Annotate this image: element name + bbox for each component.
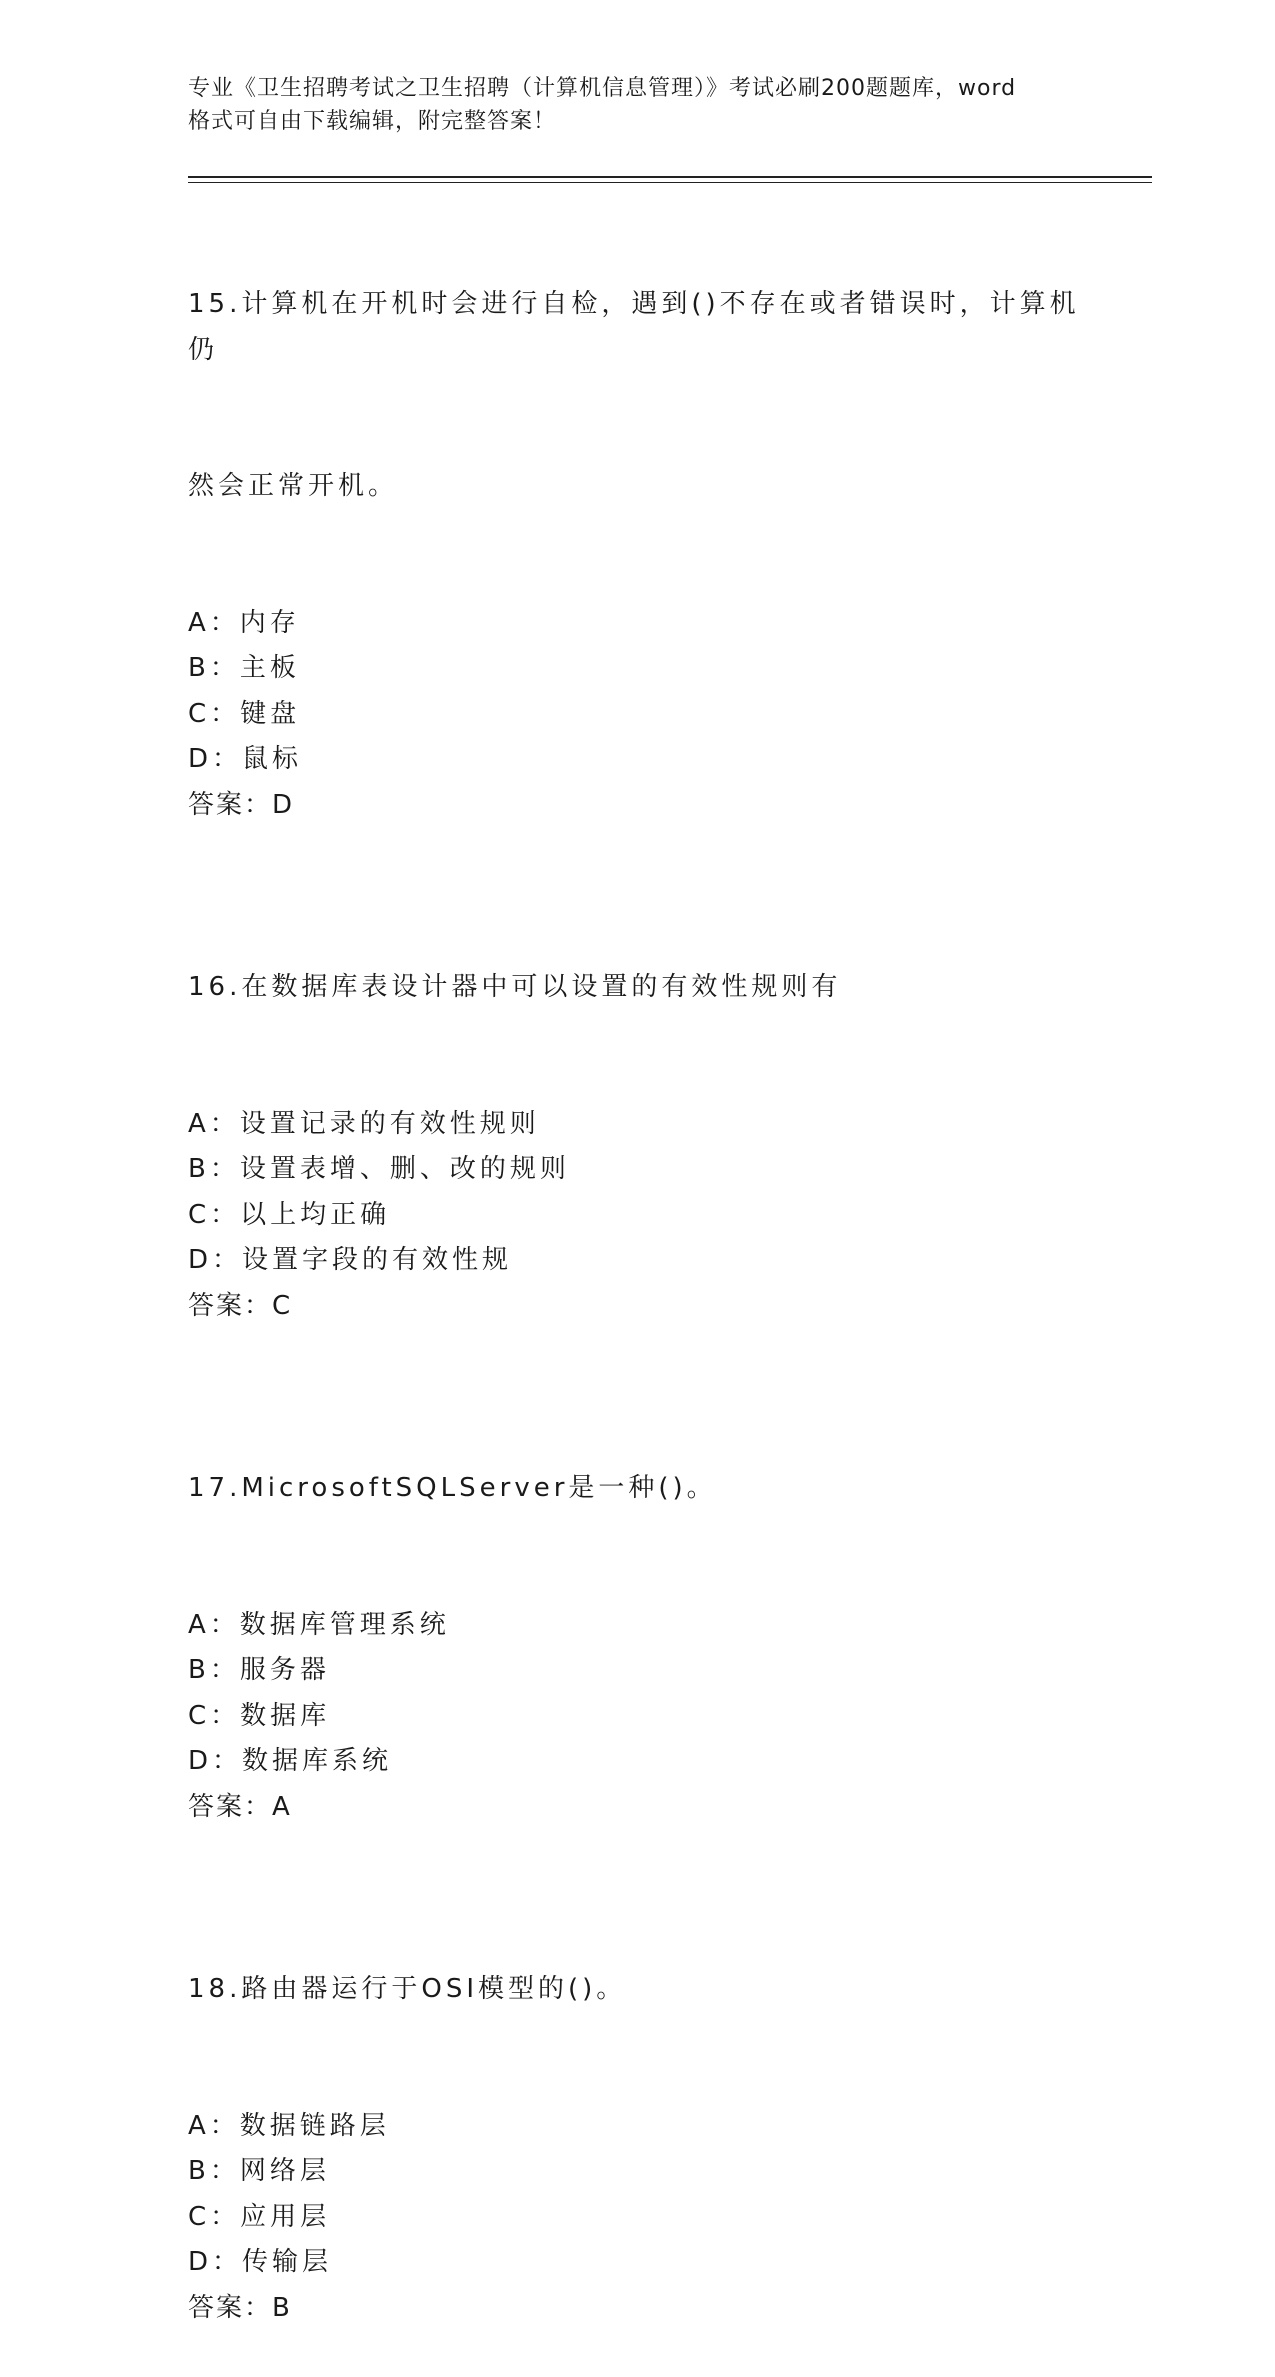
answer-label: 答案： xyxy=(188,1791,273,1822)
answer-value: D xyxy=(272,789,295,820)
answer xyxy=(188,783,1088,829)
question-stem xyxy=(188,1876,1088,2104)
question-stem-line-1: 18.路由器运行于OSI模型的()。 xyxy=(188,1974,627,2004)
question-stem-line-1: 16.在数据库表设计器中可以设置的有效性规则有 xyxy=(188,972,842,1002)
question-stem-line-2: 然会正常开机。 xyxy=(188,471,399,501)
answer-value: B xyxy=(272,2292,292,2323)
option-b: B：主板 xyxy=(188,653,300,683)
header-line-1: 专业《卫生招聘考试之卫生招聘（计算机信息管理）》考试必刷200题题库，word xyxy=(188,76,1017,101)
header-divider-thick xyxy=(188,176,1152,178)
question-list xyxy=(188,191,1088,2377)
question-stem-line-1: 17.MicrosoftSQLServer是一种()。 xyxy=(188,1473,717,1503)
question-18 xyxy=(188,1876,1088,2331)
question-stem-line-1: 15.计算机在开机时会进行自检，遇到()不存在或者错误时，计算机仍 xyxy=(188,289,1080,365)
option-d: D：数据库系统 xyxy=(188,1746,393,1776)
answer xyxy=(188,1785,1088,1831)
option-b: B：设置表增、删、改的规则 xyxy=(188,1154,570,1184)
question-stem xyxy=(188,191,1088,601)
option-c: C：应用层 xyxy=(188,2201,331,2232)
option-a: A：内存 xyxy=(188,607,300,638)
document-header xyxy=(188,72,1088,138)
option-a: A：数据链路层 xyxy=(188,2110,390,2141)
answer-label: 答案： xyxy=(188,1290,273,1321)
question-15 xyxy=(188,191,1088,828)
question-16 xyxy=(188,874,1088,1329)
option-b: B：服务器 xyxy=(188,1655,330,1685)
answer-value: A xyxy=(272,1791,292,1822)
answer xyxy=(188,1284,1088,1330)
answer-label: 答案： xyxy=(188,2292,273,2323)
option-c: C：键盘 xyxy=(188,698,301,729)
option-c: C：以上均正确 xyxy=(188,1199,391,1230)
question-17 xyxy=(188,1375,1088,1830)
option-d: D：鼠标 xyxy=(188,744,303,774)
option-a: A：设置记录的有效性规则 xyxy=(188,1108,540,1139)
question-stem xyxy=(188,1375,1088,1603)
answer-value: C xyxy=(272,1290,293,1321)
option-b: B：网络层 xyxy=(188,2156,330,2186)
option-c: C：数据库 xyxy=(188,1700,331,1731)
header-divider-thin xyxy=(188,182,1152,183)
answer-label: 答案： xyxy=(188,789,273,820)
header-line-2: 格式可自由下载编辑，附完整答案！ xyxy=(188,109,557,134)
option-d: D：传输层 xyxy=(188,2247,333,2277)
question-stem xyxy=(188,874,1088,1102)
option-d: D：设置字段的有效性规 xyxy=(188,1245,513,1275)
option-a: A：数据库管理系统 xyxy=(188,1609,450,1640)
answer xyxy=(188,2286,1088,2332)
